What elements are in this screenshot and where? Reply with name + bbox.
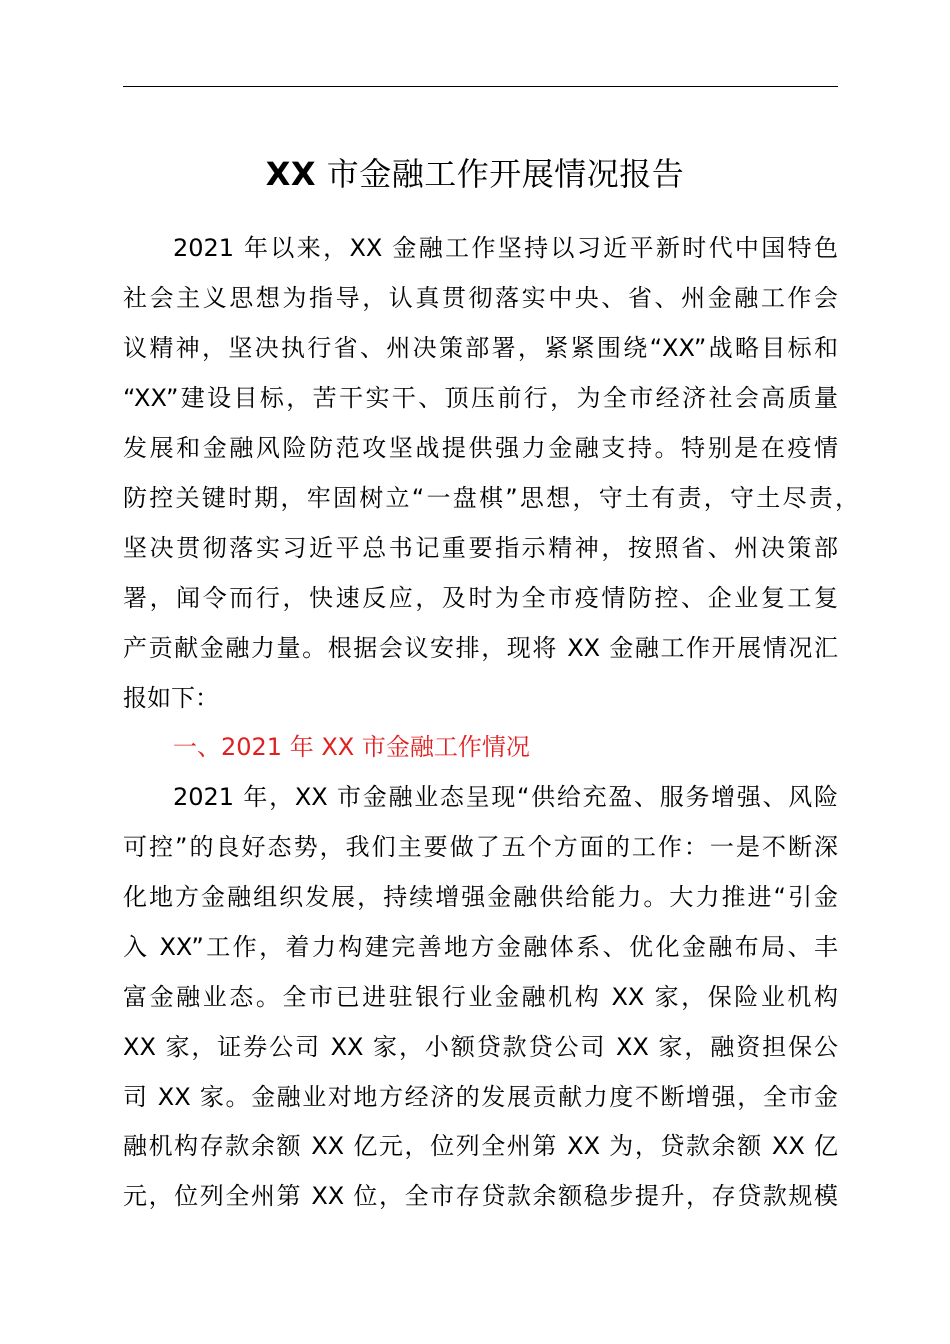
section-heading: 一、2021 年 XX 市金融工作情况 <box>173 733 530 761</box>
paragraph2-line: 入 XX”工作，着力构建完善地方金融体系、优化金融布局、丰 <box>123 933 838 961</box>
paragraph2-line: 元，位列全州第 XX 位，全市存贷款余额稳步提升，存贷款规模 <box>123 1182 838 1210</box>
paragraph1-line: 报如下： <box>123 684 219 712</box>
paragraph1-line: 社会主义思想为指导，认真贯彻落实中央、省、州金融工作会 <box>123 284 838 312</box>
paragraph1-line: 发展和金融风险防范攻坚战提供强力金融支持。特别是在疫情 <box>123 434 838 462</box>
paragraph2-line: XX 家，证券公司 XX 家，小额贷款贷公司 XX 家，融资担保公 <box>123 1033 838 1061</box>
paragraph2-line: 可控”的良好态势，我们主要做了五个方面的工作：一是不断深 <box>123 833 838 861</box>
paragraph2-line: 化地方金融组织发展，持续增强金融供给能力。大力推进“引金 <box>123 883 838 911</box>
paragraph2-line: 司 XX 家。金融业对地方经济的发展贡献力度不断增强，全市金 <box>123 1083 838 1111</box>
paragraph1-line: 署，闻令而行，快速反应，及时为全市疫情防控、企业复工复 <box>123 584 838 612</box>
paragraph2-line: 融机构存款余额 XX 亿元，位列全州第 XX 为，贷款余额 XX 亿 <box>123 1132 838 1160</box>
title-bold-part: XX <box>265 155 317 193</box>
paragraph2-line: 2021 年，XX 市金融业态呈现“供给充盈、服务增强、风险 <box>173 783 838 811</box>
paragraph1-line: “XX”建设目标，苦干实干、顶压前行，为全市经济社会高质量 <box>123 384 838 412</box>
paragraph1-line: 防控关键时期，牢固树立“一盘棋”思想，守土有责，守土尽责， <box>123 484 859 512</box>
title-main-part: 市金融工作开展情况报告 <box>326 155 685 193</box>
paragraph1-line: 议精神，坚决执行省、州决策部署，紧紧围绕“XX”战略目标和 <box>123 334 838 362</box>
paragraph2-line: 富金融业态。全市已进驻银行业金融机构 XX 家，保险业机构 <box>123 983 838 1011</box>
paragraph1-line: 坚决贯彻落实习近平总书记重要指示精神，按照省、州决策部 <box>123 534 838 562</box>
document-title <box>0 146 950 202</box>
paragraph1-line: 产贡献金融力量。根据会议安排，现将 XX 金融工作开展情况汇 <box>123 634 838 662</box>
paragraph1-line: 2021 年以来，XX 金融工作坚持以习近平新时代中国特色 <box>173 234 838 262</box>
header-rule <box>123 86 838 87</box>
